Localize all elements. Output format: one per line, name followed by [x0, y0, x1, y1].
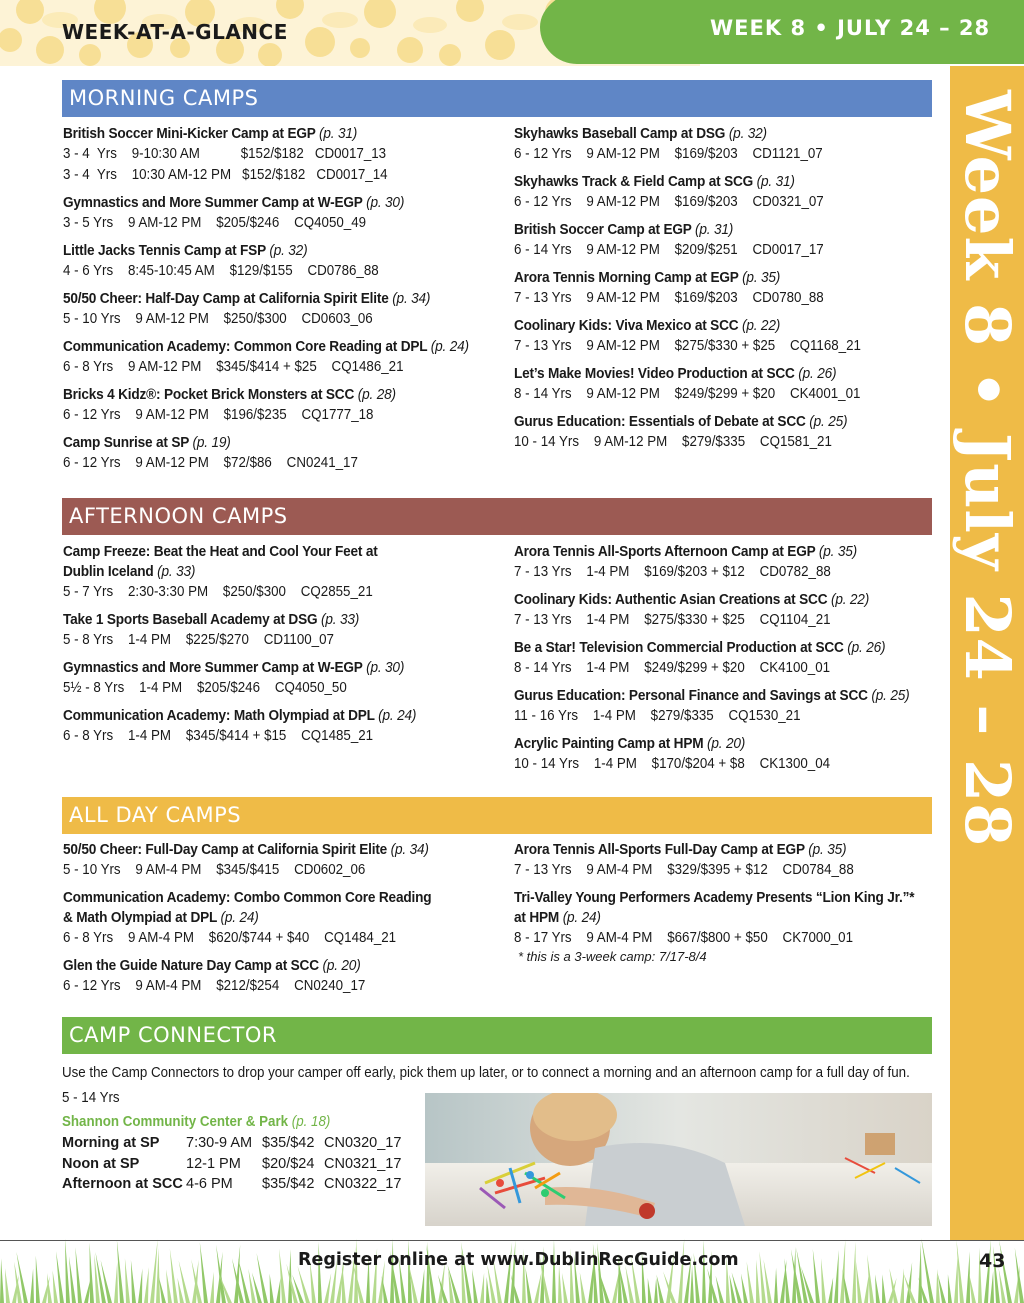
- camp-title-text: 50/50 Cheer: Full-Day Camp at California Spirit Elite: [63, 842, 388, 858]
- camp-title-continued: [63, 908, 477, 928]
- camp-page-ref: (p. 34): [392, 291, 431, 307]
- camp-schedule-line: 7 - 13 Yrs 9 AM-12 PM $169/$203 CD0780_88: [514, 290, 824, 306]
- morning-left-column: [63, 124, 503, 481]
- camp-title-text: Camp Sunrise at SP: [63, 435, 189, 451]
- afternoon-right-column: [514, 542, 954, 782]
- morning-camps-header: MORNING CAMPS: [62, 80, 932, 117]
- camp-page-ref: (p. 34): [390, 842, 429, 858]
- camp-schedule-line: 4 - 6 Yrs 8:45-10:45 AM $129/$155 CD0786_88: [63, 263, 379, 279]
- camp-schedule-line: 7 - 13 Yrs 9 AM-4 PM $329/$395 + $12 CD0784_88: [514, 862, 854, 878]
- camp-title-text: Camp Freeze: Beat the Heat and Cool Your Feet at: [63, 544, 378, 560]
- camp-title: [514, 316, 928, 336]
- camp-title-text: Gurus Education: Essentials of Debate at SCC: [514, 414, 806, 430]
- camp-title-continued: [63, 562, 477, 582]
- camp-connector-header: CAMP CONNECTOR: [62, 1017, 932, 1054]
- camp-entry: [514, 124, 954, 165]
- camp-title-text: British Soccer Camp at EGP: [514, 222, 692, 238]
- camp-entry: [63, 840, 503, 881]
- connector-name: Noon at SP: [62, 1155, 140, 1172]
- camp-title-text: Arora Tennis All-Sports Afternoon Camp at EGP: [514, 544, 816, 560]
- camp-title-text: Bricks 4 Kidz®: Pocket Brick Monsters at SCC: [63, 387, 355, 403]
- camp-entry: [514, 590, 954, 631]
- camp-title-text: & Math Olympiad at DPL: [63, 910, 217, 926]
- camp-page-ref: (p. 20): [322, 958, 361, 974]
- kids-building-photo: [425, 1093, 932, 1226]
- camp-page-ref: (p. 22): [830, 592, 870, 608]
- camp-entry: [514, 316, 954, 357]
- allday-left-column: [63, 840, 503, 1004]
- camp-title-text: Arora Tennis All-Sports Full-Day Camp at EGP: [514, 842, 805, 858]
- camp-page-ref: (p. 30): [366, 660, 405, 676]
- connector-fee: $35/$42: [262, 1176, 315, 1192]
- camp-schedule-line: 6 - 8 Yrs 9 AM-12 PM $345/$414 + $25 CQ1486_21: [63, 359, 404, 375]
- camp-title-text: Skyhawks Baseball Camp at DSG: [514, 126, 726, 142]
- camp-schedule-line: 8 - 17 Yrs 9 AM-4 PM $667/$800 + $50 CK7000_01: [514, 930, 854, 946]
- camp-entry: [514, 412, 954, 453]
- camp-page-ref: (p. 19): [192, 435, 231, 451]
- camp-title-text: Skyhawks Track & Field Camp at SCG: [514, 174, 754, 190]
- camp-entry: [63, 542, 503, 603]
- camp-title: [514, 172, 928, 192]
- camp-page-ref: (p. 30): [366, 195, 405, 211]
- connector-code: CN0320_17: [324, 1135, 402, 1151]
- camp-schedule-line: 6 - 12 Yrs 9 AM-12 PM $72/$86 CN0241_17: [63, 455, 358, 471]
- camp-title-text: Communication Academy: Common Core Reading at DPL: [63, 339, 428, 355]
- camp-schedule-line: 6 - 14 Yrs 9 AM-12 PM $209/$251 CD0017_17: [514, 242, 824, 258]
- camp-title-text: Gymnastics and More Summer Camp at W-EGP: [63, 660, 363, 676]
- camp-schedule-line: 6 - 12 Yrs 9 AM-12 PM $196/$235 CQ1777_18: [63, 407, 374, 423]
- camp-title: [514, 542, 928, 562]
- camp-title-text: Coolinary Kids: Viva Mexico at SCC: [514, 318, 739, 334]
- camp-page-ref: (p. 24): [430, 339, 469, 355]
- camp-schedule-line: 8 - 14 Yrs 9 AM-12 PM $249/$299 + $20 CK4001_01: [514, 386, 861, 402]
- camp-entry: [63, 433, 503, 474]
- camp-page-ref: (p. 22): [741, 318, 781, 334]
- page-number: 43: [979, 1250, 1006, 1272]
- camp-entry: [63, 193, 503, 234]
- camp-title: [63, 289, 477, 309]
- camp-entry: [63, 888, 503, 949]
- camp-entry: [63, 241, 503, 282]
- connector-row: [62, 1174, 404, 1195]
- camp-page-ref: (p. 35): [808, 842, 847, 858]
- camp-entry: [63, 956, 503, 997]
- camp-title-text: Take 1 Sports Baseball Academy at DSG: [63, 612, 318, 628]
- camp-title: [514, 412, 928, 432]
- camp-schedule-line: 3 - 4 Yrs 9-10:30 AM $152/$182 CD0017_13: [63, 146, 387, 162]
- camp-schedule-line: 3 - 5 Yrs 9 AM-12 PM $205/$246 CQ4050_49: [63, 215, 367, 231]
- camp-schedule-line: 6 - 8 Yrs 9 AM-4 PM $620/$744 + $40 CQ1484_21: [63, 930, 397, 946]
- camp-schedule-line: 5 - 8 Yrs 1-4 PM $225/$270 CD1100_07: [63, 632, 334, 648]
- camp-entry: [514, 734, 954, 775]
- connector-intro: Use the Camp Connectors to drop your camper off early, pick them up later, or to connect a morning and an afternoon camp for a full day of fun.: [62, 1065, 910, 1081]
- afternoon-left-column: [63, 542, 503, 754]
- camp-title: [514, 364, 928, 384]
- header-label: WEEK-AT-A-GLANCE: [62, 20, 288, 44]
- camp-schedule-line: 6 - 12 Yrs 9 AM-4 PM $212/$254 CN0240_17: [63, 978, 366, 994]
- camp-title: [63, 542, 477, 562]
- connector-location-page: (p. 18): [291, 1114, 331, 1130]
- camp-schedule-line: 8 - 14 Yrs 1-4 PM $249/$299 + $20 CK4100_01: [514, 660, 831, 676]
- camp-entry: [514, 840, 954, 881]
- camp-title: [63, 840, 477, 860]
- footer-divider: [0, 1240, 1024, 1241]
- camp-schedule-line: 6 - 12 Yrs 9 AM-12 PM $169/$203 CD1121_07: [514, 146, 823, 162]
- connector-table: [62, 1133, 404, 1195]
- camp-page-ref: (p. 31): [319, 126, 358, 142]
- camp-schedule-line: 11 - 16 Yrs 1-4 PM $279/$335 CQ1530_21: [514, 708, 801, 724]
- connector-row: [62, 1133, 404, 1154]
- camp-title: [514, 686, 928, 706]
- camp-entry: [514, 220, 954, 261]
- camp-title-text: Gurus Education: Personal Finance and Savings at SCC: [514, 688, 868, 704]
- camp-title: [514, 590, 928, 610]
- camp-schedule-line: 6 - 12 Yrs 9 AM-12 PM $169/$203 CD0321_07: [514, 194, 824, 210]
- camp-title: [63, 610, 477, 630]
- camp-title: [63, 658, 477, 678]
- camp-title-text: Let’s Make Movies! Video Production at SCC: [514, 366, 795, 382]
- connector-location-name: Shannon Community Center & Park: [62, 1114, 289, 1130]
- camp-title-text: British Soccer Mini-Kicker Camp at EGP: [63, 126, 316, 142]
- morning-right-column: [514, 124, 954, 460]
- camp-page-ref: (p. 25): [871, 688, 910, 704]
- connector-time: 12-1 PM: [186, 1155, 241, 1172]
- camp-schedule-line: 6 - 8 Yrs 1-4 PM $345/$414 + $15 CQ1485_21: [63, 728, 374, 744]
- connector-name: Morning at SP: [62, 1135, 160, 1151]
- camp-page-ref: (p. 31): [756, 174, 795, 190]
- camp-page-ref: (p. 33): [321, 612, 360, 628]
- connector-ages: 5 - 14 Yrs: [62, 1090, 120, 1106]
- camp-title-text: Coolinary Kids: Authentic Asian Creations at SCC: [514, 592, 828, 608]
- camp-page-ref: (p. 32): [269, 243, 308, 259]
- camp-page-ref: (p. 28): [357, 387, 396, 403]
- camp-schedule-line: 10 - 14 Yrs 9 AM-12 PM $279/$335 CQ1581_21: [514, 434, 832, 450]
- camp-title-text: Gymnastics and More Summer Camp at W-EGP: [63, 195, 363, 211]
- camp-schedule-line: 5 - 10 Yrs 9 AM-12 PM $250/$300 CD0603_06: [63, 311, 373, 327]
- camp-title: [63, 706, 477, 726]
- camp-title-text: Arora Tennis Morning Camp at EGP: [514, 270, 739, 286]
- camp-entry: [514, 686, 954, 727]
- camp-title: [514, 888, 928, 908]
- camp-page-ref: (p. 24): [378, 708, 417, 724]
- camp-entry: [63, 658, 503, 699]
- camp-title-text: Communication Academy: Math Olympiad at DPL: [63, 708, 375, 724]
- camp-entry: [63, 337, 503, 378]
- camp-entry: [63, 610, 503, 651]
- camp-entry: [63, 706, 503, 747]
- connector-fee: $20/$24: [262, 1155, 315, 1172]
- camp-page-ref: (p. 35): [742, 270, 781, 286]
- camp-title-text: 50/50 Cheer: Half-Day Camp at California Spirit Elite: [63, 291, 389, 307]
- camp-entry: [514, 364, 954, 405]
- camp-title-continued: [514, 908, 928, 928]
- camp-page-ref: (p. 24): [562, 910, 601, 926]
- connector-name: Afternoon at SCC: [62, 1176, 183, 1192]
- camp-title-text: at HPM: [514, 910, 560, 926]
- camp-title: [514, 638, 928, 658]
- camp-schedule-line: 7 - 13 Yrs 1-4 PM $275/$330 + $25 CQ1104_21: [514, 612, 831, 628]
- camp-page-ref: (p. 35): [818, 544, 857, 560]
- camp-title: [63, 433, 477, 453]
- camp-title: [63, 193, 477, 213]
- camp-schedule-line: 5 - 10 Yrs 9 AM-4 PM $345/$415 CD0602_06: [63, 862, 366, 878]
- camp-entry: [514, 268, 954, 309]
- camp-title-text: Glen the Guide Nature Day Camp at SCC: [63, 958, 319, 974]
- camp-page-ref: (p. 24): [220, 910, 259, 926]
- afternoon-camps-header: AFTERNOON CAMPS: [62, 498, 932, 535]
- camp-title: [63, 956, 477, 976]
- register-online-text: Register online at www.DublinRecGuide.com: [298, 1250, 739, 1270]
- camp-title-text: Be a Star! Television Commercial Production at SCC: [514, 640, 844, 656]
- connector-location: [62, 1112, 330, 1132]
- week-tab-text: WEEK 8 • JULY 24 – 28: [710, 16, 991, 40]
- camp-title-text: Acrylic Painting Camp at HPM: [514, 736, 704, 752]
- camp-page-ref: (p. 31): [695, 222, 734, 238]
- camp-title: [63, 337, 477, 357]
- camp-schedule-line: 7 - 13 Yrs 1-4 PM $169/$203 + $12 CD0782_88: [514, 564, 831, 580]
- camp-page-ref: (p. 20): [707, 736, 746, 752]
- camp-page-ref: (p. 32): [728, 126, 767, 142]
- camp-title: [63, 888, 477, 908]
- camp-title: [514, 840, 928, 860]
- camp-entry: [514, 888, 954, 964]
- camp-title: [514, 734, 928, 754]
- connector-code: CN0322_17: [324, 1176, 402, 1192]
- camp-schedule-line: 7 - 13 Yrs 9 AM-12 PM $275/$330 + $25 CQ1168_21: [514, 338, 861, 354]
- camp-title: [514, 124, 928, 144]
- camp-page-ref: (p. 26): [847, 640, 886, 656]
- camp-entry: [63, 289, 503, 330]
- camp-schedule-line: 10 - 14 Yrs 1-4 PM $170/$204 + $8 CK1300_04: [514, 756, 831, 772]
- camp-schedule-line: 5½ - 8 Yrs 1-4 PM $205/$246 CQ4050_50: [63, 680, 347, 696]
- camp-title-text: Tri-Valley Young Performers Academy Presents “Lion King Jr.”*: [514, 890, 915, 906]
- camp-schedule-line: 3 - 4 Yrs 10:30 AM-12 PM $152/$182 CD0017_14: [63, 167, 388, 183]
- camp-page-ref: (p. 33): [157, 564, 196, 580]
- camp-entry: [514, 638, 954, 679]
- camp-title: [514, 268, 928, 288]
- camp-title: [63, 124, 477, 144]
- camp-entry: [514, 542, 954, 583]
- connector-time: 4-6 PM: [186, 1176, 233, 1192]
- camp-entry: [63, 385, 503, 426]
- connector-code: CN0321_17: [324, 1155, 402, 1172]
- camp-title-text: Dublin Iceland: [63, 564, 154, 580]
- connector-fee: $35/$42: [262, 1135, 315, 1151]
- camp-entry: [514, 172, 954, 213]
- camp-schedule-line: 5 - 7 Yrs 2:30-3:30 PM $250/$300 CQ2855_21: [63, 584, 373, 600]
- camp-entry: [63, 124, 503, 186]
- photo-illustration-icon: [425, 1093, 932, 1226]
- camp-title: [63, 385, 477, 405]
- camp-title: [63, 241, 477, 261]
- allday-right-column: [514, 840, 954, 971]
- camp-page-ref: (p. 25): [809, 414, 848, 430]
- connector-row: [62, 1154, 404, 1175]
- all-day-camps-header: ALL DAY CAMPS: [62, 797, 932, 834]
- side-banner-text: Week 8 • July 24 – 28: [951, 90, 1024, 848]
- camp-title: [514, 220, 928, 240]
- camp-title-text: Little Jacks Tennis Camp at FSP: [63, 243, 266, 259]
- connector-time: 7:30-9 AM: [186, 1135, 253, 1151]
- camp-title-text: Communication Academy: Combo Common Core Reading: [63, 890, 432, 906]
- camp-note: * this is a 3-week camp: 7/17-8/4: [518, 949, 707, 964]
- camp-page-ref: (p. 26): [798, 366, 837, 382]
